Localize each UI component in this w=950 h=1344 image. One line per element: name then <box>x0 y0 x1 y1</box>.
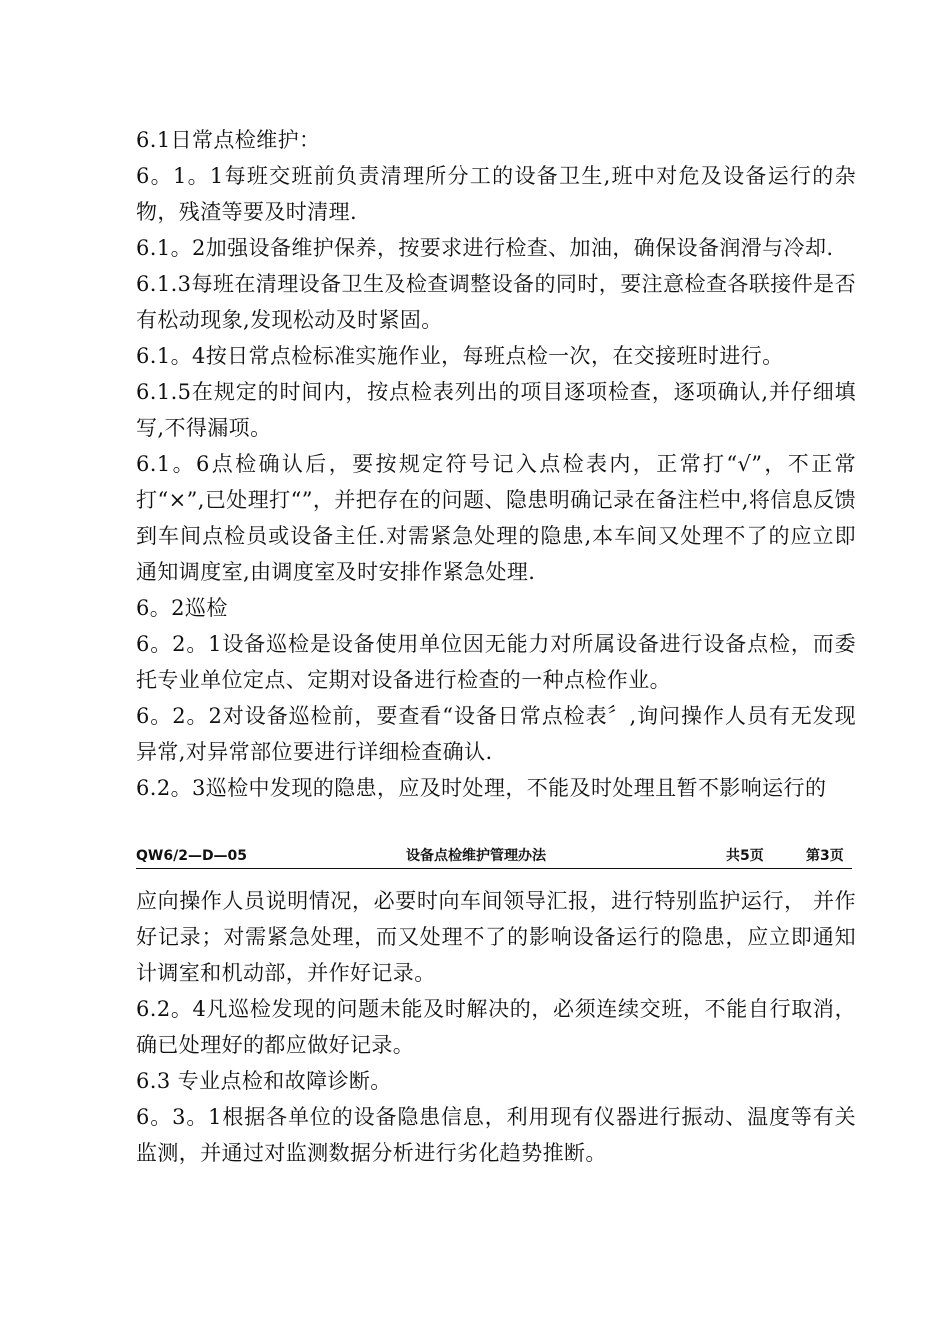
page-body-lower <box>136 883 856 1171</box>
clause-6-2-4: 6.2。4凡巡检发现的问题未能及时解决的，必须连续交班，不能自行取消，确已处理好的都应做好记录。 <box>136 997 856 1057</box>
page-number: 第3页 <box>806 848 844 864</box>
clause-6-1-6: 6.1。6点检确认后，要按规定符号记入点检表内，正常打“√”，不正常打“×”,已处理打“”，并把存在的问题、隐患明确记录在备注栏中,将信息反馈到车间点检员或设备主任.对需紧急处理的隐患,本车间又处理不了的应立即通知调度室,由调度室及时安排作紧急处理. <box>136 452 856 584</box>
clause-6-3-1: 6。3。1根据各单位的设备隐患信息，利用现有仪器进行振动、温度等有关监测，并通过对监测数据分析进行劣化趋势推断。 <box>136 1105 856 1165</box>
document-code: QW6/2—D—05 <box>136 848 248 864</box>
clause-6-1-5: 6.1.5在规定的时间内，按点检表列出的项目逐项检查，逐项确认,并仔细填写,不得漏项。 <box>136 380 856 440</box>
clause-6-1-1: 6。1。1每班交班前负责清理所分工的设备卫生,班中对危及设备运行的杂物，残渣等要及时清理. <box>136 164 856 224</box>
clause-6-2-2: 6。2。2对设备巡检前，要查看“设备日常点检表〞,询问操作人员有无发现异常,对异常部位要进行详细检查确认. <box>136 704 856 764</box>
total-pages: 共5页 <box>726 848 764 864</box>
clause-6-2-3-continued: 应向操作人员说明情况，必要时向车间领导汇报，进行特别监护运行， 并作好记录；对需紧急处理，而又处理不了的影响设备运行的隐患，应立即通知计调室和机动部，并作好记录。 <box>136 889 856 985</box>
clause-6-1-2: 6.1。2加强设备维护保养，按要求进行检查、加油，确保设备润滑与冷却. <box>136 236 834 260</box>
clause-6-2-3-start: 6.2。3巡检中发现的隐患，应及时处理，不能及时处理且暂不影响运行的 <box>136 776 827 800</box>
document-title: 设备点检维护管理办法 <box>406 848 546 864</box>
page-body-upper <box>136 122 856 806</box>
section-heading-6-2: 6。2巡检 <box>136 596 228 620</box>
clause-6-1-4: 6.1。4按日常点检标准实施作业，每班点检一次，在交接班时进行。 <box>136 344 784 368</box>
clause-6-1-3: 6.1.3每班在清理设备卫生及检查调整设备的同时，要注意检查各联接件是否有松动现象,发现松动及时紧固。 <box>136 272 856 332</box>
clause-6-2-1: 6。2。1设备巡检是设备使用单位因无能力对所属设备进行设备点检，而委托专业单位定点、定期对设备进行检查的一种点检作业。 <box>136 632 856 692</box>
page-footer <box>136 846 852 869</box>
section-heading-6-3: 6.3 专业点检和故障诊断。 <box>136 1069 392 1093</box>
section-heading-6-1: 6.1日常点检维护： <box>136 128 321 152</box>
